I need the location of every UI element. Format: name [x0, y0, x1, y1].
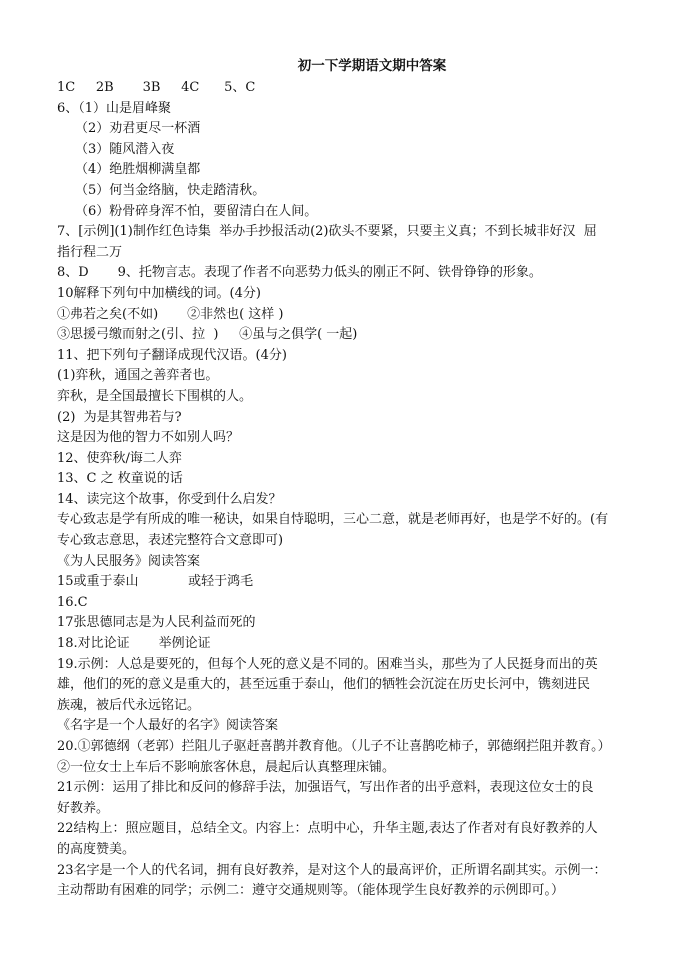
answer-6-2: （2）劝君更尽一杯酒: [75, 121, 201, 137]
answer-22: 22结构上：照应题目，总结全文。内容上：点明中心，升华主题,表达了作者对有良好教养的人: [57, 821, 598, 837]
answer-16: 16.C: [57, 594, 88, 610]
question-14: 14、读完这个故事，你受到什么启发？: [57, 491, 282, 507]
question-11: 11、把下列句子翻译成现代汉语。(4分): [57, 347, 287, 363]
answer-19-cont2: 族魂，被后代永远铭记。: [57, 697, 201, 713]
answer-18: 18.对比论证 举例论证: [57, 636, 211, 652]
answer-6-6: （6）粉骨碎身浑不怕，要留清白在人间。: [75, 203, 318, 219]
answer-13: 13、C 之 枚童说的话: [57, 471, 183, 487]
answer-7: 7、[示例](1)制作红色诗集 举办手抄报活动(2)砍头不要紧，只要主义真；不到长城非好汉 屈: [57, 224, 597, 240]
question-11-2: (2) 为是其智弗若与?: [57, 409, 182, 425]
section-heading-name: 《名字是一个人最好的名字》阅读答案: [57, 718, 279, 734]
answer-12: 12、使弈秋/诲二人弈: [57, 450, 182, 466]
answers-1-5: 1C 2B 3B 4C 5、C: [57, 80, 256, 95]
answer-10-b: ③思援弓缴而射之(引、拉 ) ④虽与之俱学( 一起): [57, 327, 358, 343]
answer-15: 15或重于泰山 或轻于鸿毛: [57, 574, 254, 590]
answer-19: 19.示例：人总是要死的，但每个人死的意义是不同的。困难当头，那些为了人民挺身而出的英: [57, 656, 598, 672]
answer-6-4: （4）绝胜烟柳满皇都: [75, 162, 201, 178]
answer-21-cont: 好教养。: [57, 800, 110, 816]
answer-10-a: ①弗若之矣(不如) ②非然也( 这样 ): [57, 306, 284, 322]
answer-23-cont: 主动帮助有困难的同学；示例二：遵守交通规则等。（能体现学生良好教养的示例即可。）: [57, 883, 565, 899]
answer-22-cont: 的高度赞美。: [57, 841, 136, 857]
answer-document: [57, 56, 657, 902]
answer-6-heading: 6、（1）山是眉峰聚: [57, 100, 172, 116]
answer-20-2: ②一位女士上车后不影响旅客休息，晨起后认真整理床铺。: [57, 759, 396, 775]
answer-19-cont: 雄，他们的死的意义是重大的，甚至远重于泰山，他们的牺牲会沉淀在历史长河中，镌刻进民: [57, 677, 591, 693]
answer-14-cont: 专心致志意思，表述完整符合文意即可): [57, 533, 284, 549]
answer-8-9: 8、D 9、托物言志。表现了作者不向恶势力低头的刚正不阿、铁骨铮铮的形象。: [57, 265, 542, 281]
answer-6-3: （3）随风潜入夜: [75, 141, 175, 157]
answer-14: 专心致志是学有所成的唯一秘诀，如果自恃聪明，三心二意，就是老师再好，也是学不好的。(有: [57, 512, 609, 528]
answer-11-2: 这是因为他的智力不如别人吗？: [57, 430, 240, 446]
document-title: 初一下学期语文期中答案: [297, 58, 447, 74]
answer-21: 21示例：运用了排比和反问的修辞手法，加强语气，写出作者的出乎意料，表现这位女士的良: [57, 780, 594, 796]
answer-20-1: 20.①郭德纲（老郭）拦阻儿子驱赶喜鹊并教育他。（儿子不让喜鹊吃柿子，郭德纲拦阻并教育。）: [57, 739, 611, 754]
answer-11-1: 弈秋，是全国最擅长下围棋的人。: [57, 388, 253, 404]
section-heading-serve-people: 《为人民服务》阅读答案: [57, 553, 201, 569]
question-10: 10解释下列句中加横线的词。(4分): [57, 285, 261, 301]
answer-6-5: （5）何当金络脑，快走踏清秋。: [75, 182, 266, 198]
answer-23: 23名字是一个人的代名词，拥有良好教养，是对这个人的最高评价，正所谓名副其实。示例一：: [57, 862, 607, 878]
answer-17: 17张思德同志是为人民利益而死的: [57, 615, 256, 631]
answer-7-cont: 指行程二万: [57, 244, 123, 260]
question-11-1: (1)弈秋，通国之善弈者也。: [57, 368, 219, 384]
